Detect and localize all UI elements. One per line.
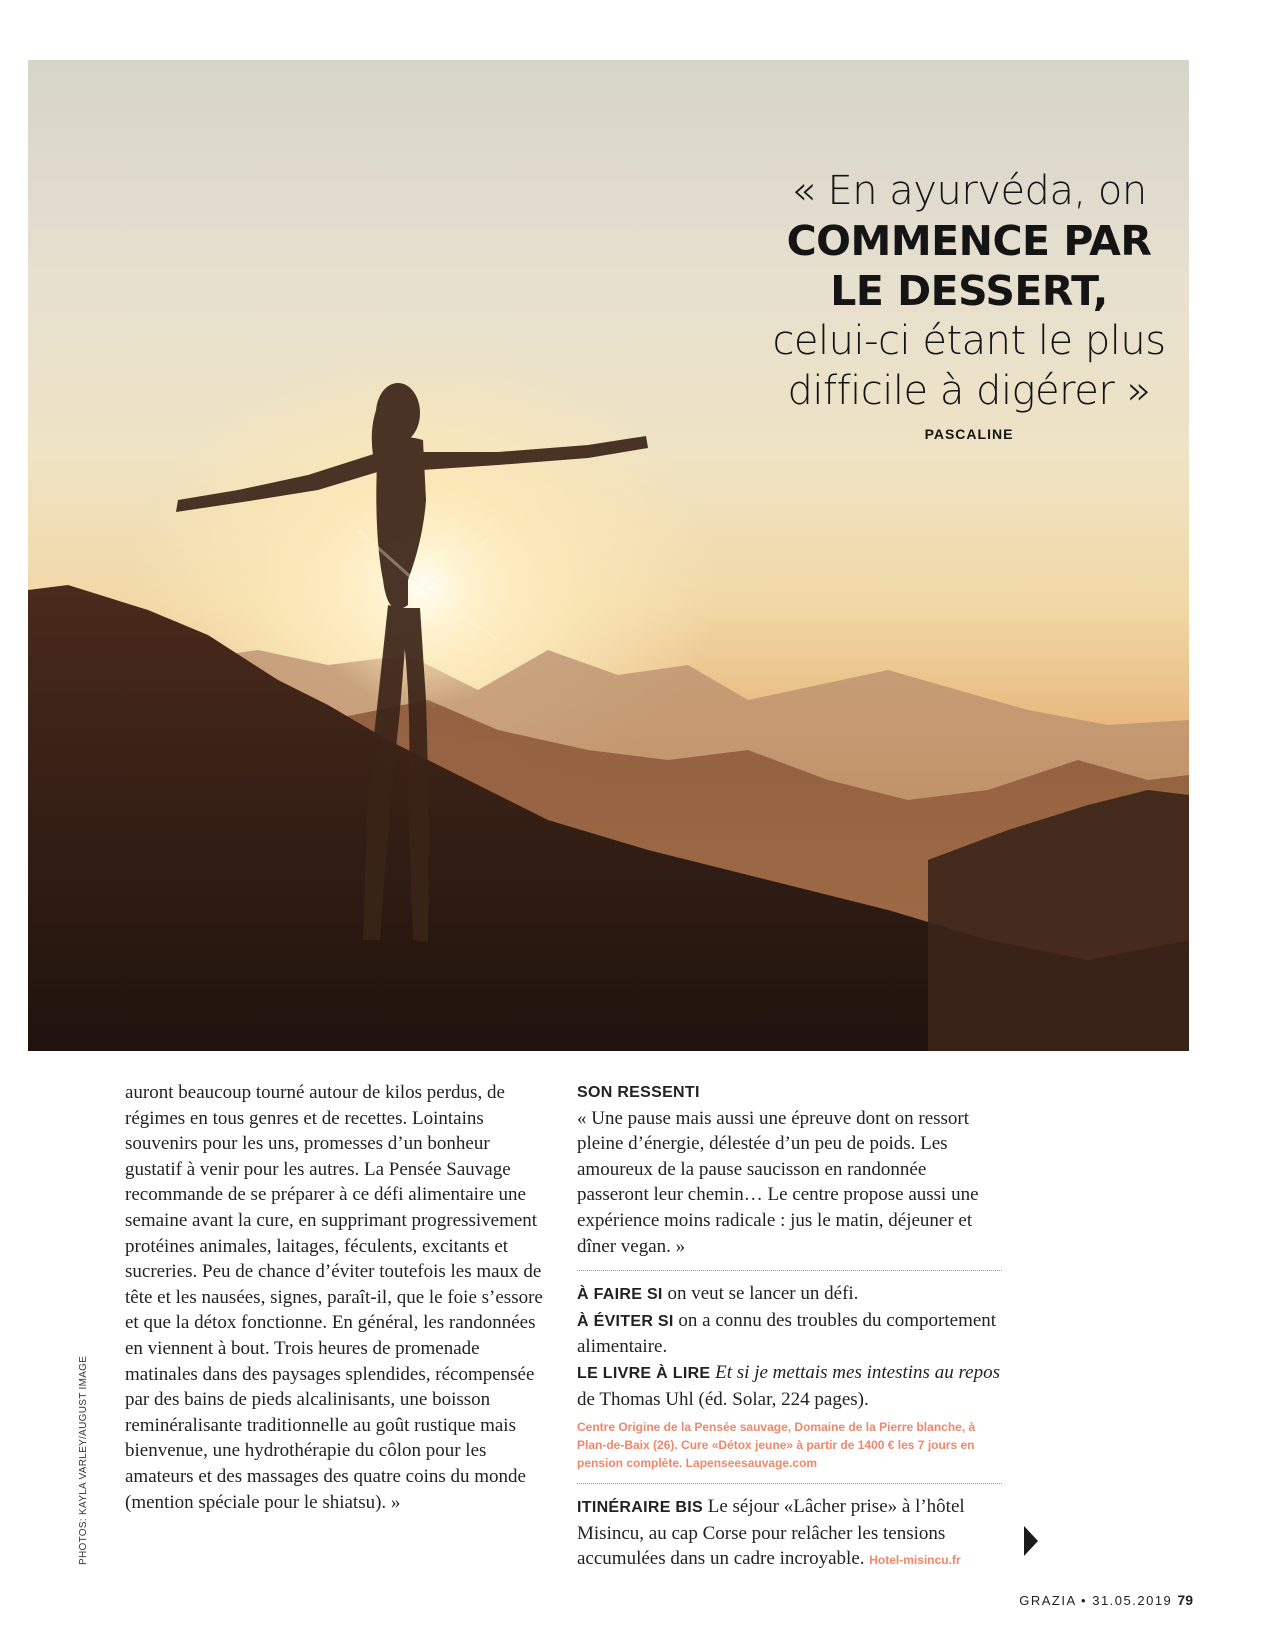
- pull-quote: [748, 166, 1189, 442]
- divider: [577, 1483, 1002, 1484]
- hero-photo: [28, 60, 1189, 1051]
- magazine-name: GRAZIA: [1019, 1593, 1076, 1608]
- ressenti-heading: SON RESSENTI: [577, 1084, 700, 1101]
- issue-date: 31.05.2019: [1092, 1593, 1173, 1608]
- quote-line-3: difficile à digérer »: [787, 368, 1151, 414]
- livre-title: Et si je mettais mes intestins au repos: [710, 1361, 1000, 1383]
- quote-author: PASCALINE: [924, 426, 1014, 442]
- page-number: 79: [1177, 1592, 1193, 1608]
- livre-a-lire: [577, 1360, 1002, 1412]
- faire-label: À FAIRE SI: [577, 1286, 663, 1304]
- ressenti-text: « Une pause mais aussi une épreuve dont on ressort pleine d’énergie, délestée d’un peu de poids. Les amoureux de la pause saucisson en randonnée passeront leur chemin… Le centre propose aussi une expérience moins radicale : jus le matin, déjeuner et dîner vegan. »: [577, 1107, 979, 1257]
- quote-line-2: celui-ci étant le plus: [772, 318, 1166, 364]
- bis-label: ITINÉRAIRE BIS: [577, 1499, 703, 1517]
- photo-credit: PHOTOS: KAYLA VARLEY/AUGUST IMAGE: [78, 1355, 89, 1565]
- next-page-arrow-icon: [1024, 1526, 1038, 1556]
- center-info: Centre Origine de la Pensée sauvage, Domaine de la Pierre blanche, à Plan-de-Baix (26). Cure «Détox jeune» à partir de 1400 € les 7 jours en pension complète. Lapenseesauvage.com: [577, 1420, 976, 1471]
- eviter-label: À ÉVITER SI: [577, 1312, 674, 1330]
- faire-si: [577, 1281, 1002, 1308]
- itineraire-bis: [577, 1494, 1002, 1574]
- eviter-text: on a connu des troubles du comportement alimentaire.: [577, 1309, 997, 1358]
- quote-bold-2: LE DESSERT,: [830, 267, 1108, 315]
- page-folio: GRAZIA • 31.05.2019 79: [1019, 1592, 1193, 1608]
- body-column-left: auront beaucoup tourné autour de kilos perdus, de régimes en tous genres et de recettes. Lointains souvenirs pour les uns, promesses d’un bonheur gustatif à venir pour les autres. La Pensée Sauvage recommande de se préparer à ce défi alimentaire une semaine avant la cure, en supprimant progressivement protéines animales, laitages, féculents, excitants et sucreries. Peu de chance d’éviter toutefois les maux de tête et les nausées, signes, paraît-il, que le foie s’essore et que la détox fonctionne. En général, les randonnées en viennent à bout. Trois heures de promenade matinales dans des paysages splendides, récompensée par des bains de pieds alcalinisants, une boisson reminéralisante traditionnelle au goût rustique mais bienvenue, une hydrothérapie du côlon pour les amateurs et des massages des quatre coins du monde (mention spéciale pour le shiatsu). »: [125, 1082, 543, 1513]
- eviter-si: [577, 1308, 1002, 1360]
- livre-rest: de Thomas Uhl (éd. Solar, 224 pages).: [577, 1388, 869, 1410]
- livre-label: LE LIVRE À LIRE: [577, 1364, 711, 1382]
- hotel-link[interactable]: Hotel-misincu.fr: [869, 1553, 961, 1568]
- divider: [577, 1270, 1002, 1271]
- quote-bold-1: COMMENCE PAR: [786, 217, 1152, 265]
- quote-line-1: « En ayurvéda, on: [791, 168, 1147, 214]
- body-column-right: [577, 1080, 1002, 1574]
- bis-text: Le séjour «Lâcher prise» à l’hôtel Misincu, au cap Corse pour relâcher les tensions accumulées dans un cadre incroyable.: [577, 1496, 965, 1570]
- faire-text: on veut se lancer un défi.: [662, 1283, 859, 1305]
